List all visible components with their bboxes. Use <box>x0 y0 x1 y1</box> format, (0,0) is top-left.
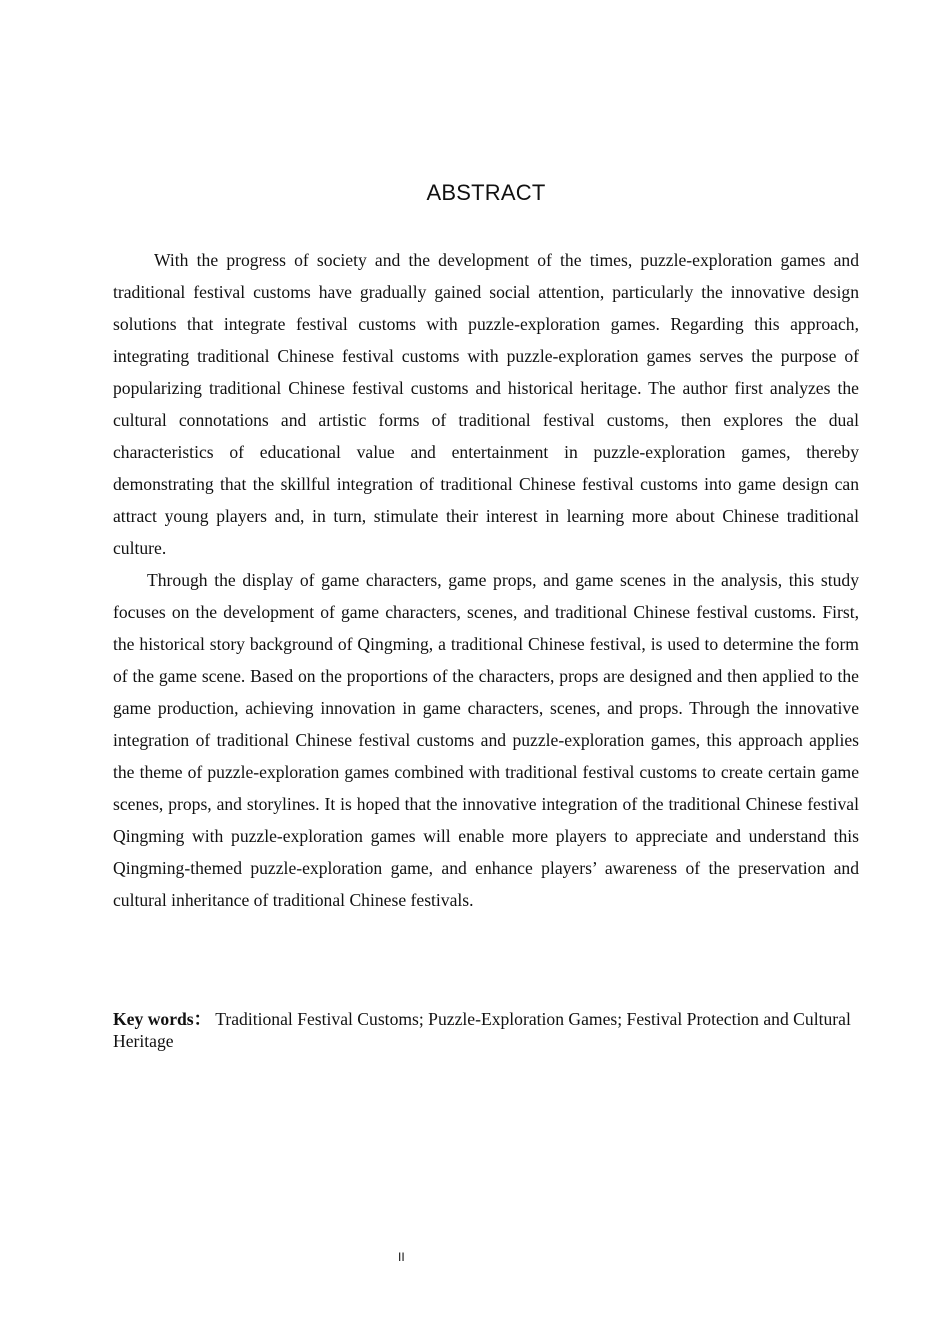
keywords-line <box>113 1008 859 1052</box>
page-number: II <box>398 1250 405 1264</box>
keywords-separator: ： <box>193 1009 212 1029</box>
abstract-paragraph-1: With the progress of society and the development of the times, puzzle-exploration games and traditional festival customs have gradually gained social attention, particularly the innovative design solutions that integrate festival customs with puzzle-exploration games. Regarding this approach, integrating traditional Chinese festival customs with puzzle-exploration games serves the purpose of popularizing traditional Chinese festival customs and historical heritage. The author first analyzes the cultural connotations and artistic forms of traditional festival customs, then explores the dual characteristics of educational value and entertainment in puzzle-exploration games, thereby demonstrating that the skillful integration of traditional Chinese festival customs into game design can attract young players and, in turn, stimulate their interest in learning more about Chinese traditional culture. <box>113 250 859 558</box>
keywords-text: Traditional Festival Customs; Puzzle-Exploration Games; Festival Protection and Cultural Heritage <box>113 1009 851 1051</box>
page-title: ABSTRACT <box>426 180 546 205</box>
keywords-label: Key words <box>113 1009 194 1029</box>
abstract-paragraph-2: Through the display of game characters, game props, and game scenes in the analysis, this study focuses on the development of game characters, scenes, and traditional Chinese festival customs. First, the historical story background of Qingming, a traditional Chinese festival, is used to determine the form of the game scene. Based on the proportions of the characters, props are designed and then applied to the game production, achieving innovation in game characters, scenes, and props. Through the innovative integration of traditional Chinese festival customs and puzzle-exploration games, this approach applies the theme of puzzle-exploration games combined with traditional festival customs to create certain game scenes, props, and storylines. It is hoped that the innovative integration of the traditional Chinese festival Qingming with puzzle-exploration games will enable more players to appreciate and understand this Qingming-themed puzzle-exploration game, and enhance players’ awareness of the preservation and cultural inheritance of traditional Chinese festivals. <box>113 570 859 910</box>
abstract-body <box>113 244 859 916</box>
